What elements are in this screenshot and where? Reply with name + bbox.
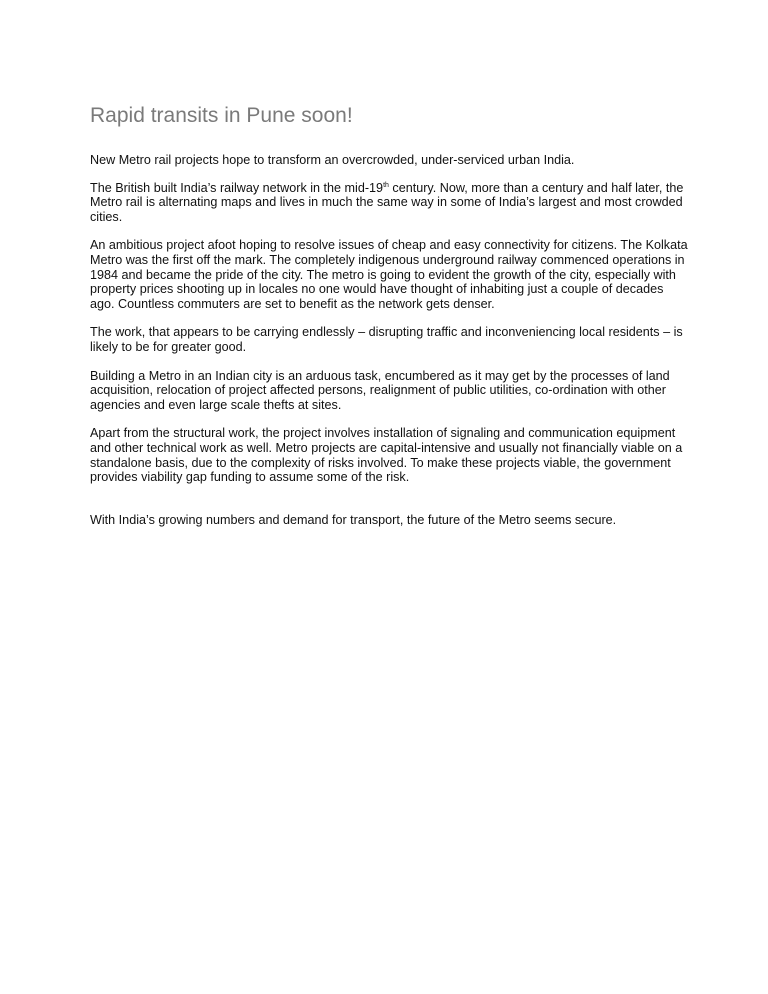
- document-subtitle: New Metro rail projects hope to transform an overcrowded, under-serviced urban India.: [90, 153, 575, 167]
- superscript-th: th: [383, 181, 389, 189]
- paragraph-kolkata-metro: An ambitious project afoot hoping to resolve issues of cheap and easy connectivity for citizens. The Kolkata Metro was the first off the mark. The completely indigenous underground railway commenced operations in 1984 and became the pride of the city. The metro is going to evident the growth of the city, especially with property prices shooting up in locales no one would have thought of inhabiting just a couple of decades ago. Countless commuters are set to benefit as the network gets denser.: [90, 238, 688, 311]
- document-body: [90, 103, 690, 541]
- paragraph-structural-work: Apart from the structural work, the project involves installation of signaling and communication equipment and other technical work as well. Metro projects are capital-intensive and usually not financially viable on a standalone basis, due to the complexity of risks involved. To make these projects viable, the government provides viability gap funding to assume some of the risk.: [90, 426, 683, 485]
- paragraph-conclusion: With India’s growing numbers and demand for transport, the future of the Metro seems secure.: [90, 512, 617, 527]
- paragraph-history-text-start: The British built India’s railway network in the mid-19: [90, 180, 384, 195]
- paragraph-history-text-end: century. Now, more than a century and half later, the Metro rail is alternating maps and lives in much the same way in some of India’s largest and most crowded cities.: [90, 180, 684, 224]
- document-title: Rapid transits in Pune soon!: [90, 104, 353, 127]
- paragraph-history: [90, 181, 690, 225]
- paragraph-work-disruption: The work, that appears to be carrying endlessly – disrupting traffic and inconveniencing local residents – is likely to be for greater good.: [90, 325, 683, 354]
- paragraph-building-challenges: Building a Metro in an Indian city is an arduous task, encumbered as it may get by the processes of land acquisition, relocation of project affected persons, realignment of public utilities, co-ordination with other agencies and even large scale thefts at sites.: [90, 368, 670, 412]
